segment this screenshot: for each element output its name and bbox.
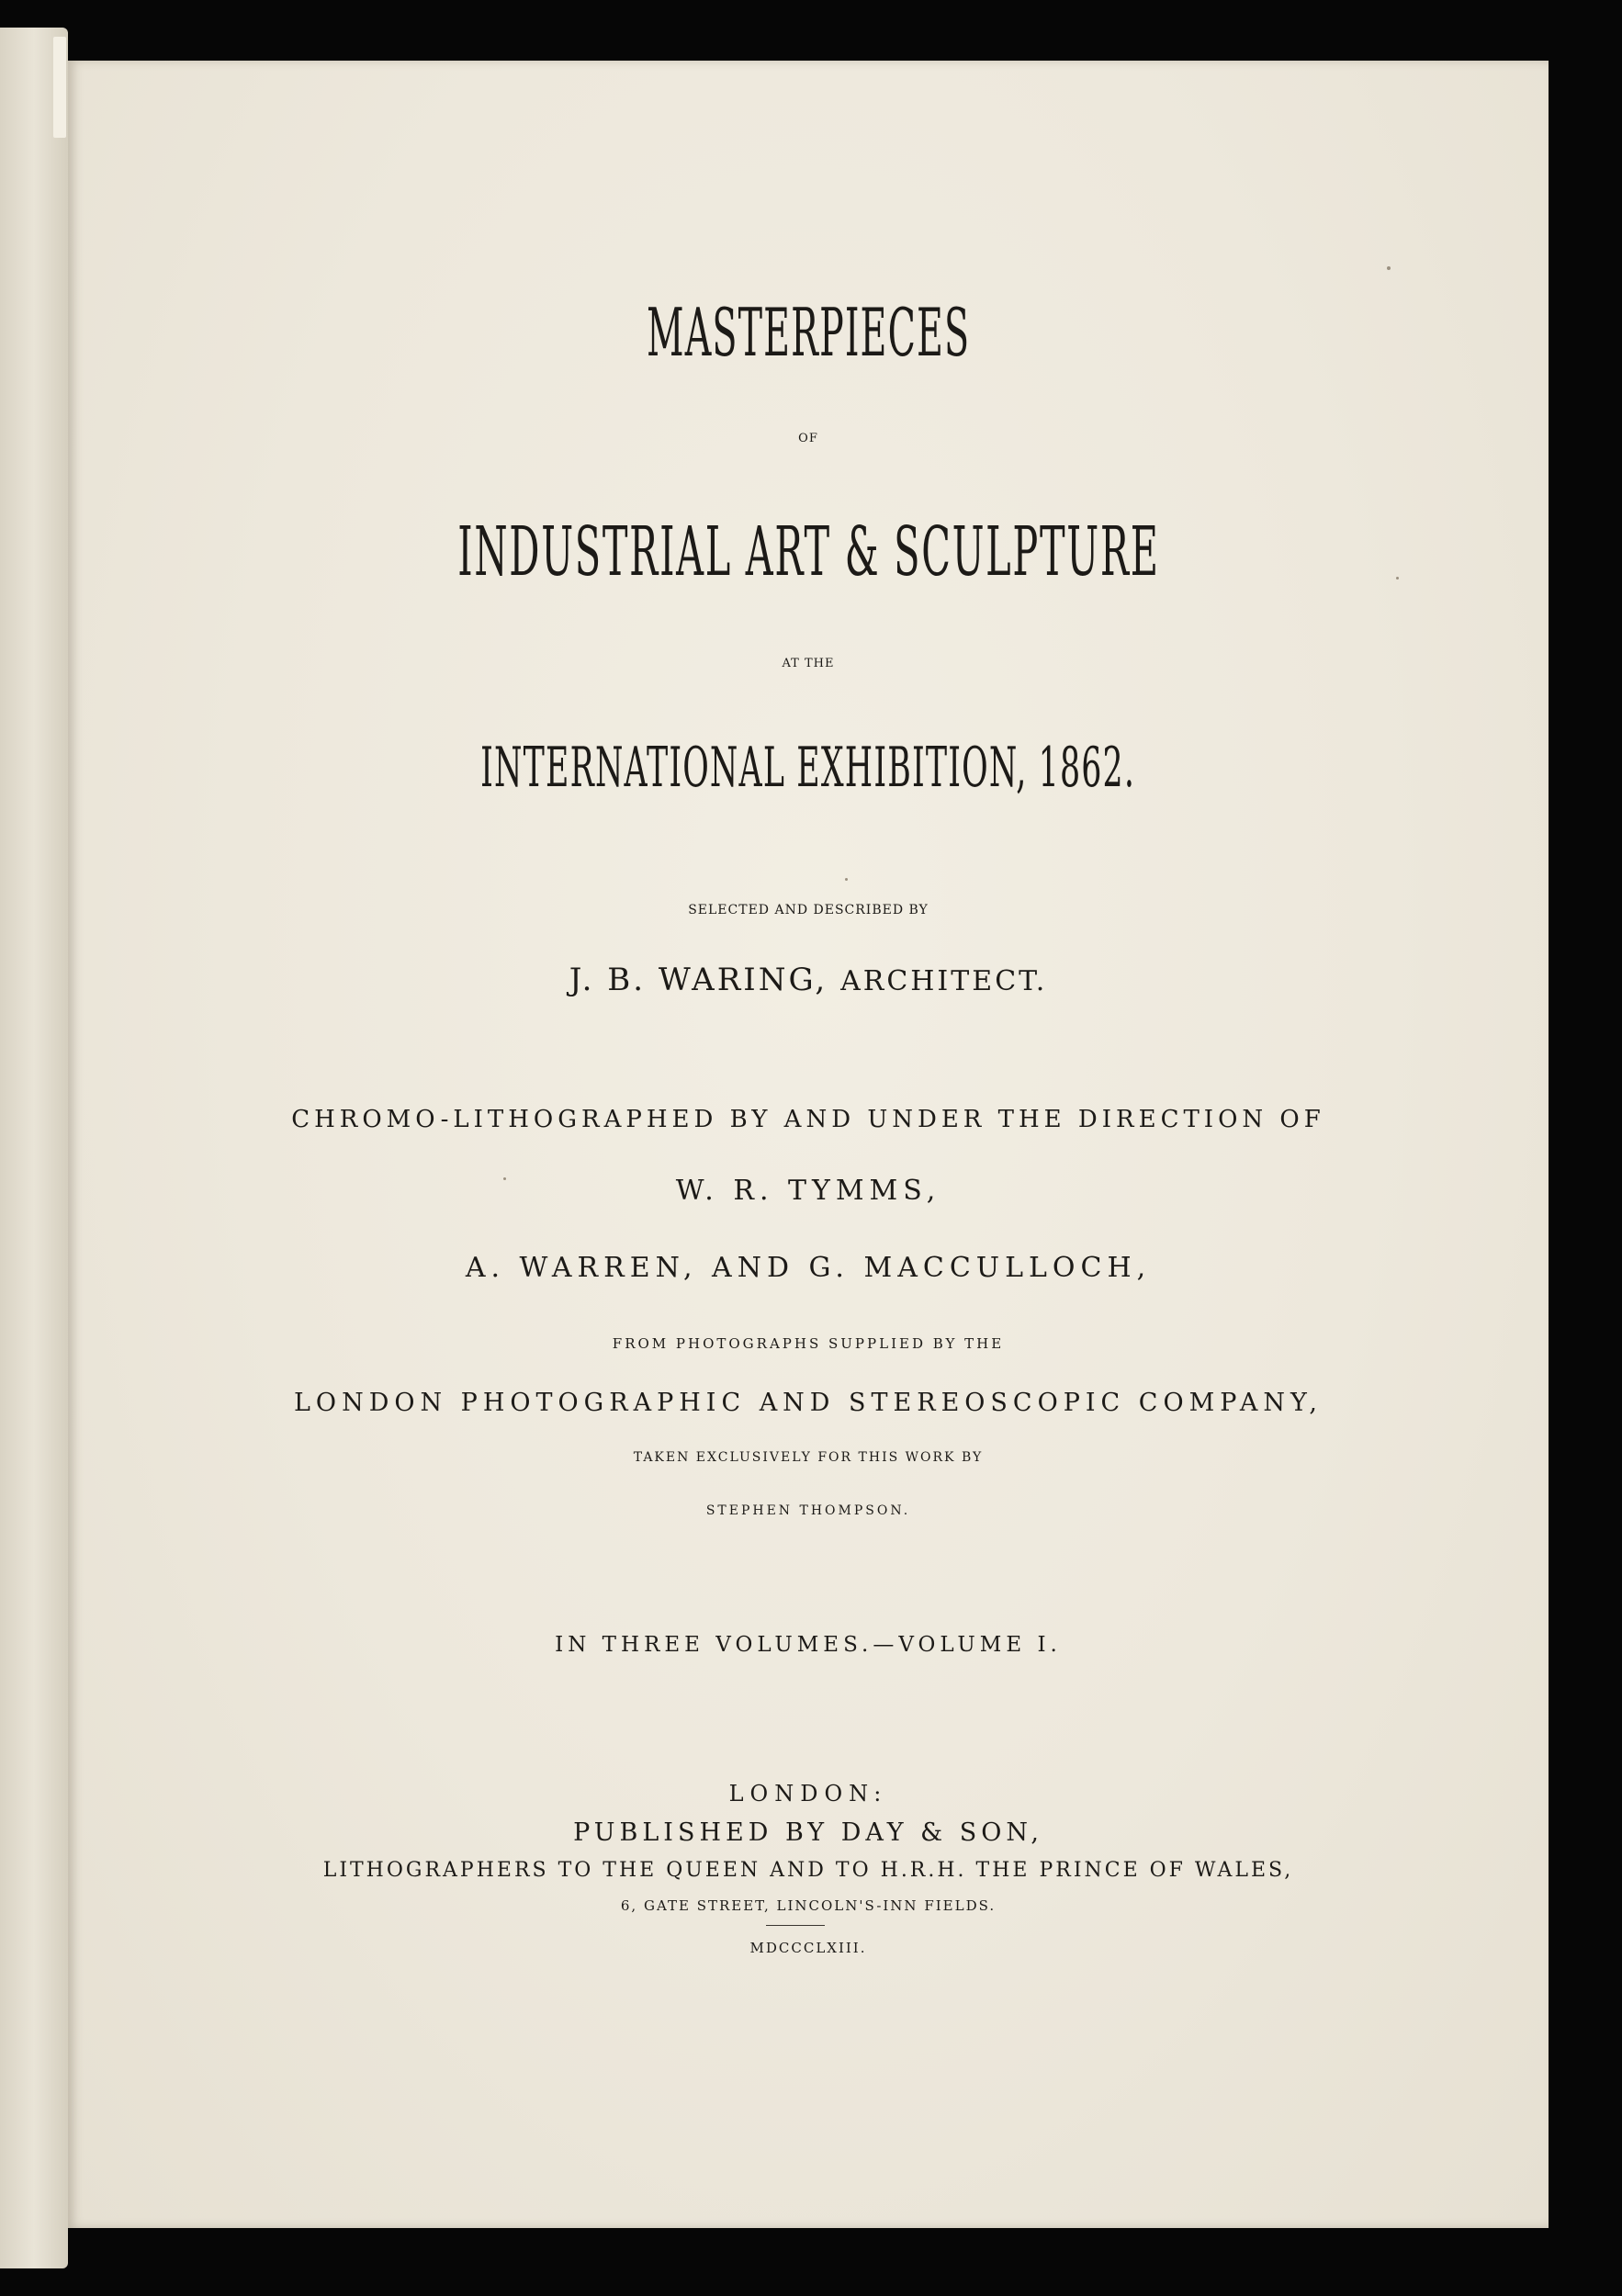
paper-speck (1396, 577, 1399, 580)
paper-speck (503, 1177, 506, 1180)
publisher-line: PUBLISHED BY DAY & SON, (573, 1818, 1043, 1847)
author-line (68, 964, 1549, 996)
taken-by-line: TAKEN EXCLUSIVELY FOR THIS WORK BY (633, 1450, 984, 1465)
publisher-address-line: 6, GATE STREET, LINCOLN'S-INN FIELDS. (620, 1897, 997, 1914)
tissue-guard-edge (53, 37, 66, 138)
photographs-from-line: FROM PHOTOGRAPHS SUPPLIED BY THE (612, 1335, 1005, 1352)
subtitle-industrial-art (68, 512, 1549, 591)
photographer-line: STEPHEN THOMPSON. (705, 1503, 911, 1518)
imprint-rule (766, 1925, 825, 1926)
lithographer-tymms: W. R. TYMMS, (675, 1175, 941, 1207)
connector-of: OF (798, 432, 818, 445)
connector-at-the: AT THE (782, 657, 835, 670)
lithographers-warren-macculloch: A. WARREN, AND G. MACCULLOCH, (465, 1252, 1152, 1284)
facing-page-edge (0, 28, 68, 2268)
chromo-lithographed-line: CHROMO-LITHOGRAPHED BY AND UNDER THE DIRECTION OF (291, 1106, 1325, 1133)
subtitle-industrial-art-text: INDUSTRIAL ART & SCULPTURE (456, 512, 1160, 591)
subtitle-exhibition-text: INTERNATIONAL EXHIBITION, 1862. (480, 736, 1136, 800)
main-title (68, 294, 1549, 371)
imprint-city: LONDON: (728, 1781, 888, 1806)
main-title-text: MASTERPIECES (646, 294, 971, 371)
subtitle-exhibition (68, 736, 1549, 800)
author-role: ARCHITECT. (840, 965, 1048, 997)
author-name: J. B. WARING, (569, 962, 828, 998)
publication-year: MDCCCLXIII. (749, 1940, 867, 1956)
publisher-role-line: LITHOGRAPHERS TO THE QUEEN AND TO H.R.H. THE PRINCE OF WALES, (322, 1859, 1294, 1882)
title-page (68, 61, 1549, 2228)
selected-by-line: SELECTED AND DESCRIBED BY (688, 903, 929, 917)
paper-speck (1387, 266, 1391, 270)
paper-speck (845, 878, 848, 881)
photo-company-line: LONDON PHOTOGRAPHIC AND STEREOSCOPIC COMPANY, (294, 1389, 1323, 1417)
volumes-line: IN THREE VOLUMES.—VOLUME I. (555, 1633, 1062, 1657)
